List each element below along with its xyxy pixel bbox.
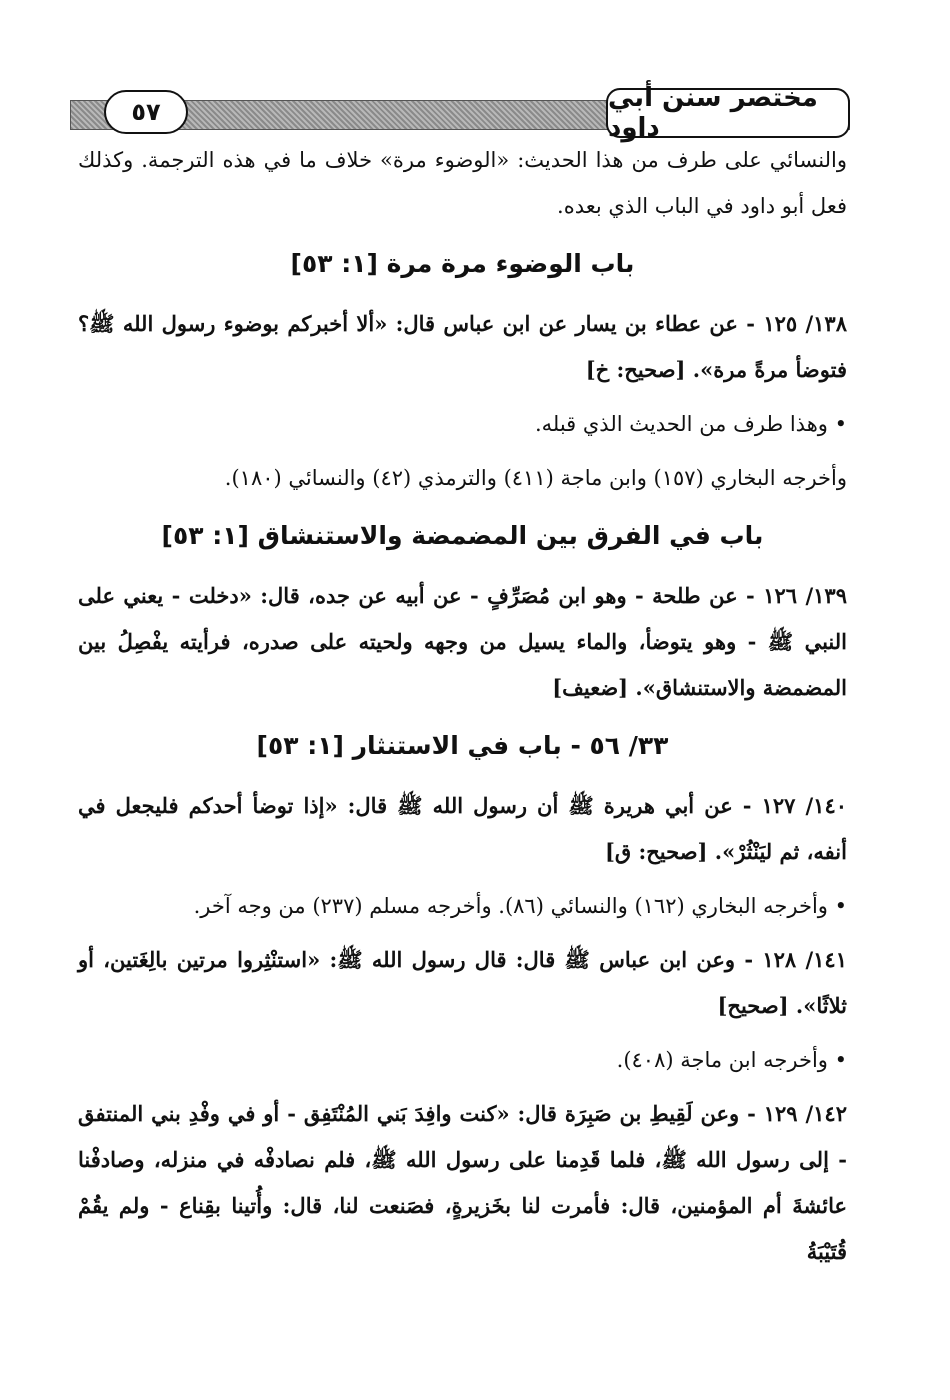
intro-paragraph: والنسائي على طرف من هذا الحديث: «الوضوء مرة» خلاف ما في هذه الترجمة. وكذلك فعل أبو داود في الباب الذي بعده. <box>78 148 847 218</box>
page-number: ٥٧ <box>104 90 188 134</box>
page-content <box>78 137 847 1283</box>
hadith-142: ١٤٢/ ١٢٩ - وعن لَقِيطِ بن صَبِرَة قال: «كنت وافِدَ بَني المُنْتَفِق - أو في وفْدِ بني المنتفق - إلى رسول الله ﷺ، فلما قَدِمنا على رسول الله ﷺ، فلم نصادفْه في منزله، وصادفْنا عائشةَ أم المؤمنين، قال: فأمرت لنا بخَزيرةٍ، فصَنعت لنا، قال: وأُتينا بقِناع - ولم يقُمْ قُتَيْبَةُ <box>78 1101 847 1264</box>
note-paragraph: • وهذا طرف من الحديث الذي قبله. <box>78 401 847 447</box>
page-header <box>70 83 850 143</box>
note-paragraph: وأخرجه البخاري (١٥٧) وابن ماجة (٤١١) والترمذي (٤٢) والنسائي (١٨٠). <box>224 466 847 490</box>
hadith-140: ١٤٠/ ١٢٧ - عن أبي هريرة ﷺ أن رسول الله ﷺ قال: «إذا توضأ أحدكم فليجعل في أنفه، ثم ليَنْثُرْ». [صحيح: ق] <box>78 793 848 864</box>
section-heading: ٣٣/ ٥٦ - باب في الاستنثار [١: ٥٣] <box>256 731 669 760</box>
note-paragraph: • وأخرجه ابن ماجة (٤٠٨). <box>78 1037 847 1083</box>
hadith-139: ١٣٩/ ١٢٦ - عن طلحة - وهو ابن مُصَرِّفٍ - عن أبيه عن جده، قال: «دخلت - يعني على النبي ﷺ - وهو يتوضأ، والماء يسيل من وجهه ولحيته على صدره، فرأيته يفْصِلُ بين المضمضة والاستنشاق». [ضعيف] <box>78 583 847 700</box>
section-heading: باب الوضوء مرة مرة [١: ٥٣] <box>290 249 635 278</box>
book-title: مختصر سنن أبي داود <box>606 88 850 138</box>
hadith-141: ١٤١/ ١٢٨ - وعن ابن عباس ﷺ قال: قال رسول الله ﷺ: «استنْثِروا مرتين بالِغَتين، أو ثلاثًا». [صحيح] <box>78 947 847 1018</box>
note-paragraph: • وأخرجه البخاري (١٦٢) والنسائي (٨٦). وأخرجه مسلم (٢٣٧) من وجه آخر. <box>78 883 847 929</box>
section-heading: باب في الفرق بين المضمضة والاستنشاق [١: ٥٣] <box>161 521 764 550</box>
hadith-138: ١٣٨/ ١٢٥ - عن عطاء بن يسار عن ابن عباس قال: «ألا أخبركم بوضوء رسول الله ﷺ؟ فتوضأ مرةً مرة». [صحيح: خ] <box>78 311 847 382</box>
